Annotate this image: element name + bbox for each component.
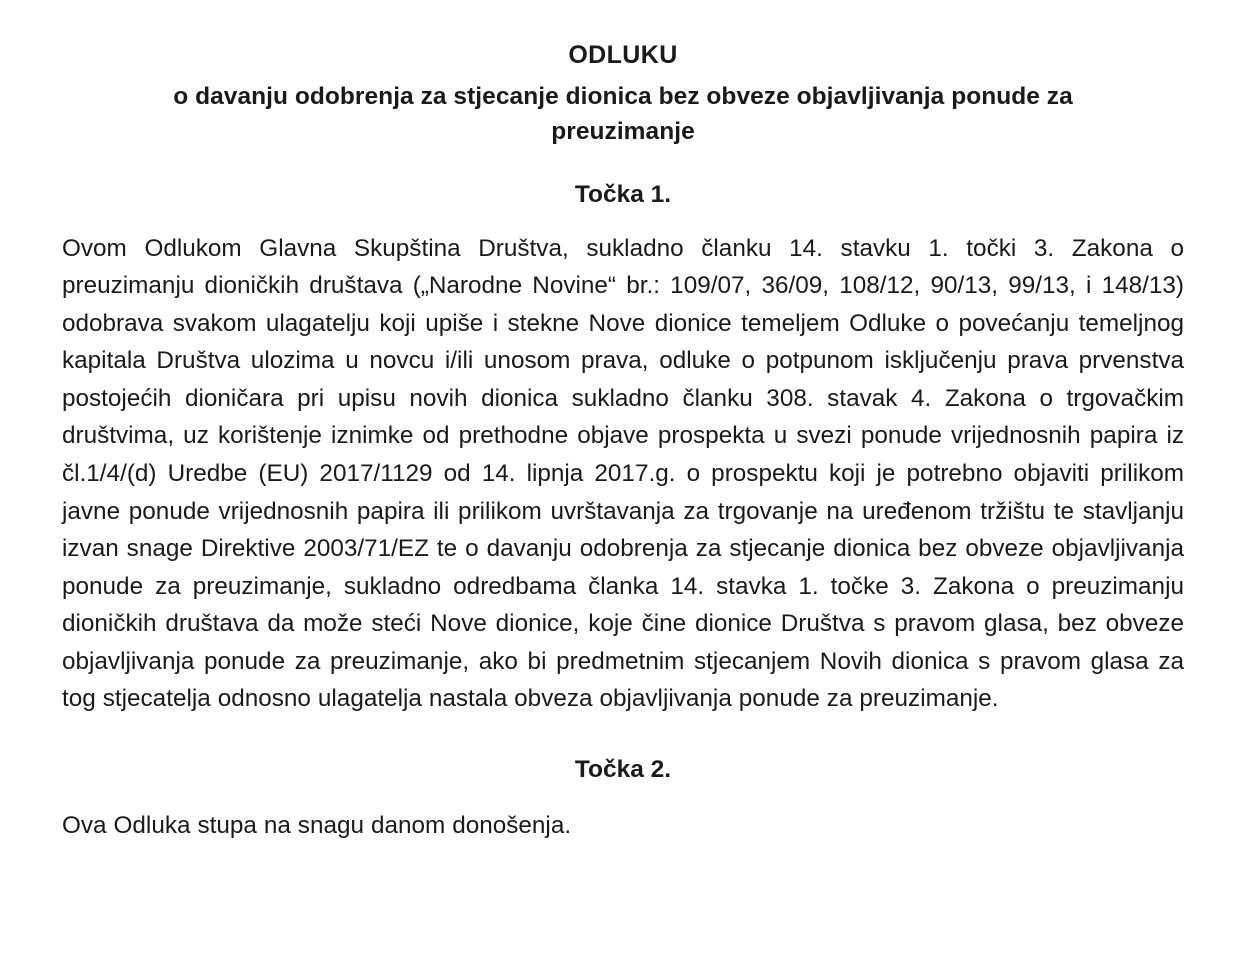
section-paragraph-1: Ovom Odlukom Glavna Skupština Društva, sukladno članku 14. stavku 1. točki 3. Zakona o preuzimanju dioničkih društava („Narodne Novine“ br.: 109/07, 36/09, 108/12, 90/13, 99/13, i 148/13) odobrava svakom ulagatelju koji upiše i stekne Nove dionice temeljem Odluke o povećanju temeljnog kapitala Društva ulozima u novcu i/ili unosom prava, odluke o potpunom isključenju prava prvenstva postojećih dioničara pri upisu novih dionica sukladno članku 308. stavak 4. Zakona o trgovačkim društvima, uz korištenje iznimke od prethodne objave prospekta u svezi ponude vrijednosnih papira iz čl.1/4/(d) Uredbe (EU) 2017/1129 od 14. lipnja 2017.g. o prospektu koji je potrebno objaviti prilikom javne ponude vrijednosnih papira ili prilikom uvrštavanja za trgovanje na uređenom tržištu te stavljanju izvan snage Direktive 2003/71/EZ te o davanju odobrenja za stjecanje dionica bez obveze objavljivanja ponude za preuzimanje, sukladno odredbama članka 14. stavka 1. točke 3. Zakona o preuzimanju dioničkih društava da može steći Nove dionice, koje čine dionice Društva s pravom glasa, bez obveze objavljivanja ponude za preuzimanje, ako bi predmetnim stjecanjem Novih dionica s pravom glasa za tog stjecatelja odnosno ulagatelja nastala obveza objavljivanja ponude za preuzimanje. bbox=[62, 234, 1184, 713]
section-heading-2: Točka 2. bbox=[574, 755, 672, 783]
document-subtitle: o davanju odobrenja za stjecanje dionica bez obveze objavljivanja ponude za preuzimanje bbox=[173, 83, 1073, 146]
section-paragraph-2: Ova Odluka stupa na snagu danom donošenja. bbox=[62, 811, 572, 839]
document-title: ODLUKU bbox=[568, 41, 678, 69]
section-heading-1: Točka 1. bbox=[574, 180, 672, 208]
